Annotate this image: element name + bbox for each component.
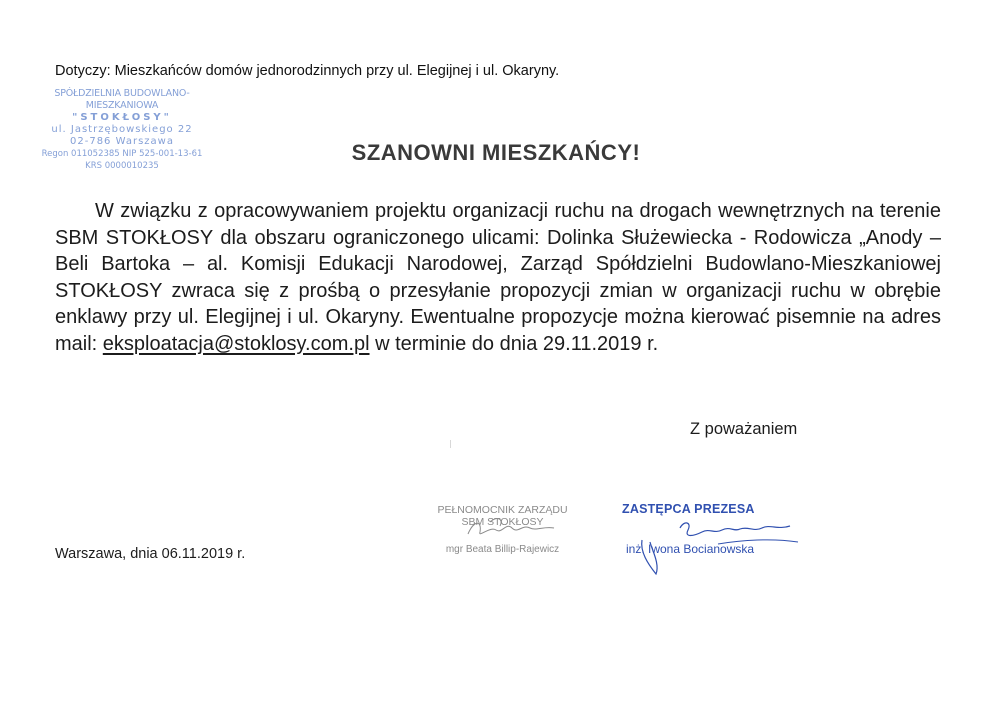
signature-block-proxy — [420, 504, 585, 556]
signature-block-deputy — [622, 502, 802, 556]
stamp-line-regon: Regon 011052385 NIP 525-001-13-61 — [41, 149, 203, 159]
date-line: Warszawa, dnia 06.11.2019 r. — [55, 546, 246, 562]
stamp-line-street: ul. Jastrzębowskiego 22 — [51, 124, 193, 135]
email-link[interactable]: eksploatacja@stoklosy.com.pl — [102, 332, 370, 355]
letter-body — [55, 198, 941, 357]
subject-line: Dotyczy: Mieszkańców domów jednorodzinnych przy ul. Elegijnej i ul. Okaryny. — [55, 63, 560, 79]
stamp-line-name: SPÓŁDZIELNIA BUDOWLANO-MIESZKANIOWA — [54, 88, 190, 111]
handwritten-signature-icon — [622, 502, 802, 577]
stamp-line-brand: "STOKŁOSY" — [72, 112, 172, 123]
body-text-main: W związku z opracowywaniem projektu organizacji ruchu na drogach wewnętrznych na terenie SBM STOKŁOSY dla obszaru ograniczonego ulicami: Dolinka Służewiecka - Rodowicza „Anody – Beli Bartoka – al. Komisji Edukacji Narodowej, Zarząd Spółdzielni Budowlano-Mieszkaniowej STOKŁOSY zwraca się z prośbą o przesyłanie propozycji zmian w organizacji ruchu w obrębie enklawy przy ul. Elegijnej i ul. Okaryny. Ewentualne propozycje można kierować pisemnie na adres mail: — [55, 200, 941, 355]
scan-mark — [450, 440, 451, 448]
heading-text: SZANOWNI MIESZKAŃCY! — [351, 140, 641, 165]
deputy-name: inż. Iwona Bocianowska — [626, 542, 755, 556]
stamp-line-krs: KRS 0000010235 — [85, 161, 159, 171]
proxy-name: mgr Beata Billip-Rajewicz — [445, 544, 560, 555]
handwritten-signature-icon — [460, 512, 560, 542]
proxy-organization: SBM STOKŁOSY — [461, 516, 544, 528]
stamp-line-city: 02-786 Warszawa — [70, 136, 174, 147]
proxy-title: PEŁNOMOCNIK ZARZĄDU — [437, 504, 568, 516]
closing-phrase: Z poważaniem — [690, 420, 798, 438]
deputy-title: ZASTĘPCA PREZESA — [622, 502, 755, 516]
body-text-deadline: w terminie do dnia 29.11.2019 r. — [369, 332, 659, 355]
letter-heading — [0, 140, 1000, 166]
